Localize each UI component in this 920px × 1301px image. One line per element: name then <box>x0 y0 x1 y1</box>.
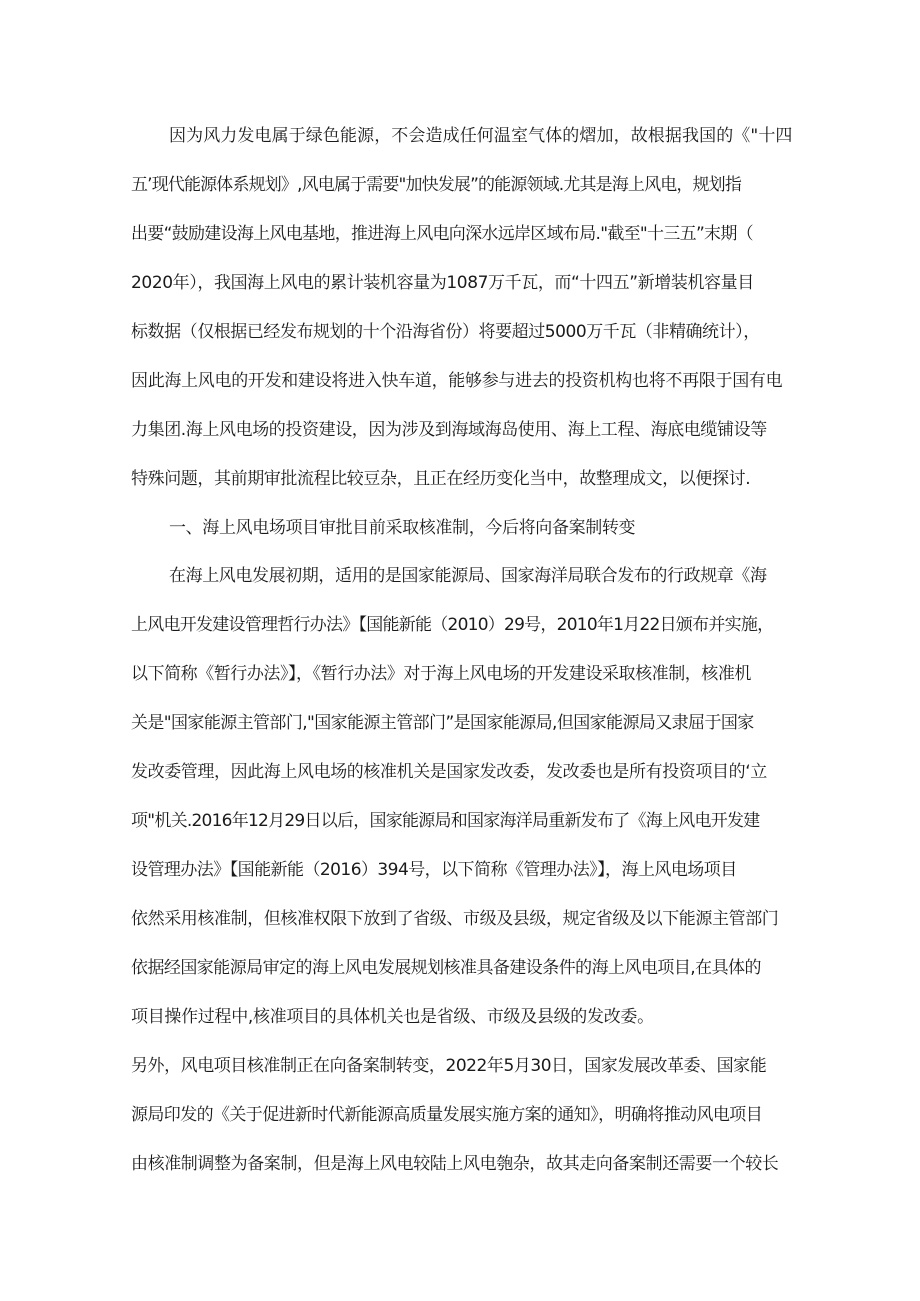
text-line: 以下简称《暂行办法》】，《暂行办法》对于海上风电场的开发建设采取核准制，核准机 <box>131 664 751 684</box>
text-line: 五’现代能源体系规划》,风电属于需要"加快发展”的能源领域.尤其是海上风电，规划指 <box>131 175 741 195</box>
text-line: 在海上风电发展初期，适用的是国家能源局、国家海洋局联合发布的行政规章《海 <box>169 566 767 586</box>
text-line: 由核准制调整为备案制，但是海上风电较陆上风电匏杂，故其走向备案制还需要一个较长 <box>131 1154 779 1174</box>
text-line: 特殊问题，其前期审批流程比较豆杂，且正在经历变化当中，故整理成文，以便探讨. <box>131 469 751 489</box>
text-line: 力集团.海上风电场的投资建设，因为涉及到海域海岛使用、海上工程、海底电缆铺设等 <box>131 420 767 440</box>
text-line: 标数据（仅根据已经发布规划的十个沿海省份）将要超过5000万千瓦（非精确统计）， <box>131 322 760 342</box>
text-line: 因此海上风电的开发和建设将进入快车道，能够参与进去的投资机构也将不再限于国有电 <box>131 371 783 391</box>
text-line: 依然采用核准制，但核准权限下放到了省级、市级及县级，规定省级及以下能源主管部门 <box>131 909 779 929</box>
text-line: 因为风力发电属于绿色能源，不会造成任何温室气体的熠加，故根据我国的《"十四 <box>169 126 793 146</box>
text-line: 另外，风电项目核准制正在向备案制转变，2022年5月30日，国家发展改革委、国家能 <box>131 1056 767 1076</box>
text-line: 关是"国家能源主管部门,"国家能源主管部门”是国家能源局,但国家能源局又隶屈于国家 <box>131 713 754 733</box>
section-heading: 一、海上风电场项目审批目前采取核准制，今后将向备案制转变 <box>169 518 636 538</box>
text-line: 出要“鼓励建设海上风电基地，推进海上风电向深水远岸区域布局."截至"十三五”末期（ <box>131 224 753 244</box>
text-line: 项"机关.2016年12月29日以后，国家能源局和国家海洋局重新发布了《海上风电开发建 <box>131 811 760 831</box>
text-line: 上风电开发建设管理哲行办法》【国能新能（2010）29号，2010年1月22日颁布并实施， <box>131 615 774 635</box>
text-line: 源局印发的《关于促进新时代新能源高质量发展实施方案的通知》，明确将推动风电项目 <box>131 1105 763 1125</box>
text-line: 发改委管理，因此海上风电场的核准机关是国家发改委，发改委也是所有投资项目的‘立 <box>131 762 767 782</box>
text-line: 依据经国家能源局审定的海上风电发展规划核准具备建设条件的海上风电项目,在具体的 <box>131 958 761 978</box>
text-line: 项目操作过程中,核准项目的具体机关也是省级、市级及县级的发改委。 <box>131 1007 654 1027</box>
text-line: 2020年），我国海上风电的累计装机容量为1087万千瓦，而“十四五”新增装机容量目 <box>131 273 754 293</box>
text-line: 设管理办法》【国能新能（2016）394号，以下简称《管理办法》】，海上风电场项目 <box>131 860 737 880</box>
